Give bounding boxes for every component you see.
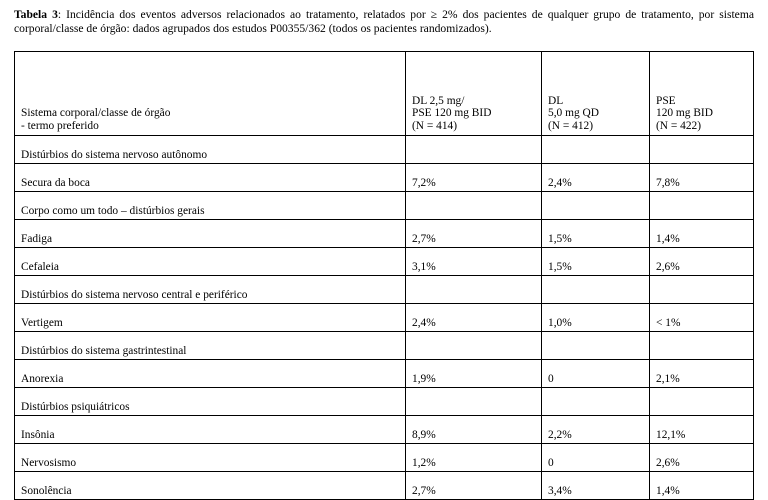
table-row [15,304,754,332]
value-dl-pse: 2,4% [406,304,542,332]
value-dl: 2,2% [542,416,650,444]
empty-cell [542,136,650,164]
group-label: Corpo como um todo – distúrbios gerais [15,192,406,220]
header-dl-pse [406,52,542,136]
term-cell: Fadiga [15,220,406,248]
term-cell: Vertigem [15,304,406,332]
value-dl-pse: 7,2% [406,164,542,192]
value-dl-pse: 1,2% [406,444,542,472]
empty-cell [650,276,754,304]
group-label: Distúrbios psiquiátricos [15,388,406,416]
header-line: (N = 414) [412,119,458,132]
header-pse [650,52,754,136]
value-pse: 1,4% [650,472,754,500]
value-pse: 1,4% [650,220,754,248]
header-line: - termo preferido [21,119,99,132]
empty-cell [542,192,650,220]
header-dl [542,52,650,136]
table-row [15,472,754,500]
term-cell: Insônia [15,416,406,444]
empty-cell [406,192,542,220]
header-line: (N = 412) [548,119,594,132]
value-dl: 3,4% [542,472,650,500]
value-pse: 12,1% [650,416,754,444]
group-label: Distúrbios do sistema gastrintestinal [15,332,406,360]
header-line: DL [548,94,564,107]
empty-cell [650,332,754,360]
header-line: Sistema corporal/classe de órgão [21,107,171,119]
empty-cell [542,332,650,360]
empty-cell [406,332,542,360]
value-pse: 2,6% [650,248,754,276]
table-row [15,444,754,472]
value-pse: 2,1% [650,360,754,388]
table-row [15,360,754,388]
value-dl: 1,5% [542,220,650,248]
header-line: PSE 120 mg BID [412,107,492,119]
term-cell: Anorexia [15,360,406,388]
term-cell: Cefaleia [15,248,406,276]
header-line: (N = 422) [656,119,702,132]
value-dl: 1,5% [542,248,650,276]
header-body-system [15,52,406,136]
table-row [15,220,754,248]
group-row [15,192,754,220]
header-line: PSE [656,94,676,107]
group-label: Distúrbios do sistema nervoso autônomo [15,136,406,164]
group-label: Distúrbios do sistema nervoso central e periférico [15,276,406,304]
value-dl-pse: 8,9% [406,416,542,444]
table-row [15,164,754,192]
header-line: DL 2,5 mg/ [412,94,465,107]
term-cell: Sonolência [15,472,406,500]
caption-text: : Incidência dos eventos adversos relacionados ao tratamento, relatados por ≥ 2% dos pacientes de qualquer grupo de tratamento, por sistema corporal/classe de órgão: dados agrupados dos estudos P00355/362 (todos os pacientes randomizados). [14,8,754,35]
group-row [15,276,754,304]
table-row [15,248,754,276]
value-dl: 0 [542,360,650,388]
value-pse: < 1% [650,304,754,332]
header-line: 5,0 mg QD [548,107,599,119]
header-line: 120 mg BID [656,107,713,119]
value-dl-pse: 1,9% [406,360,542,388]
empty-cell [406,276,542,304]
value-dl-pse: 2,7% [406,220,542,248]
table-row [15,416,754,444]
empty-cell [650,388,754,416]
group-row [15,388,754,416]
empty-cell [406,388,542,416]
group-row [15,136,754,164]
value-pse: 2,6% [650,444,754,472]
value-pse: 7,8% [650,164,754,192]
term-cell: Nervosismo [15,444,406,472]
empty-cell [406,136,542,164]
term-cell: Secura da boca [15,164,406,192]
value-dl: 0 [542,444,650,472]
header-row [15,52,754,136]
table-caption [14,8,754,36]
group-row [15,332,754,360]
empty-cell [542,276,650,304]
value-dl-pse: 3,1% [406,248,542,276]
empty-cell [650,192,754,220]
value-dl-pse: 2,7% [406,472,542,500]
empty-cell [650,136,754,164]
value-dl: 2,4% [542,164,650,192]
caption-label: Tabela 3 [14,8,58,21]
adverse-events-table [14,51,754,500]
empty-cell [542,388,650,416]
value-dl: 1,0% [542,304,650,332]
